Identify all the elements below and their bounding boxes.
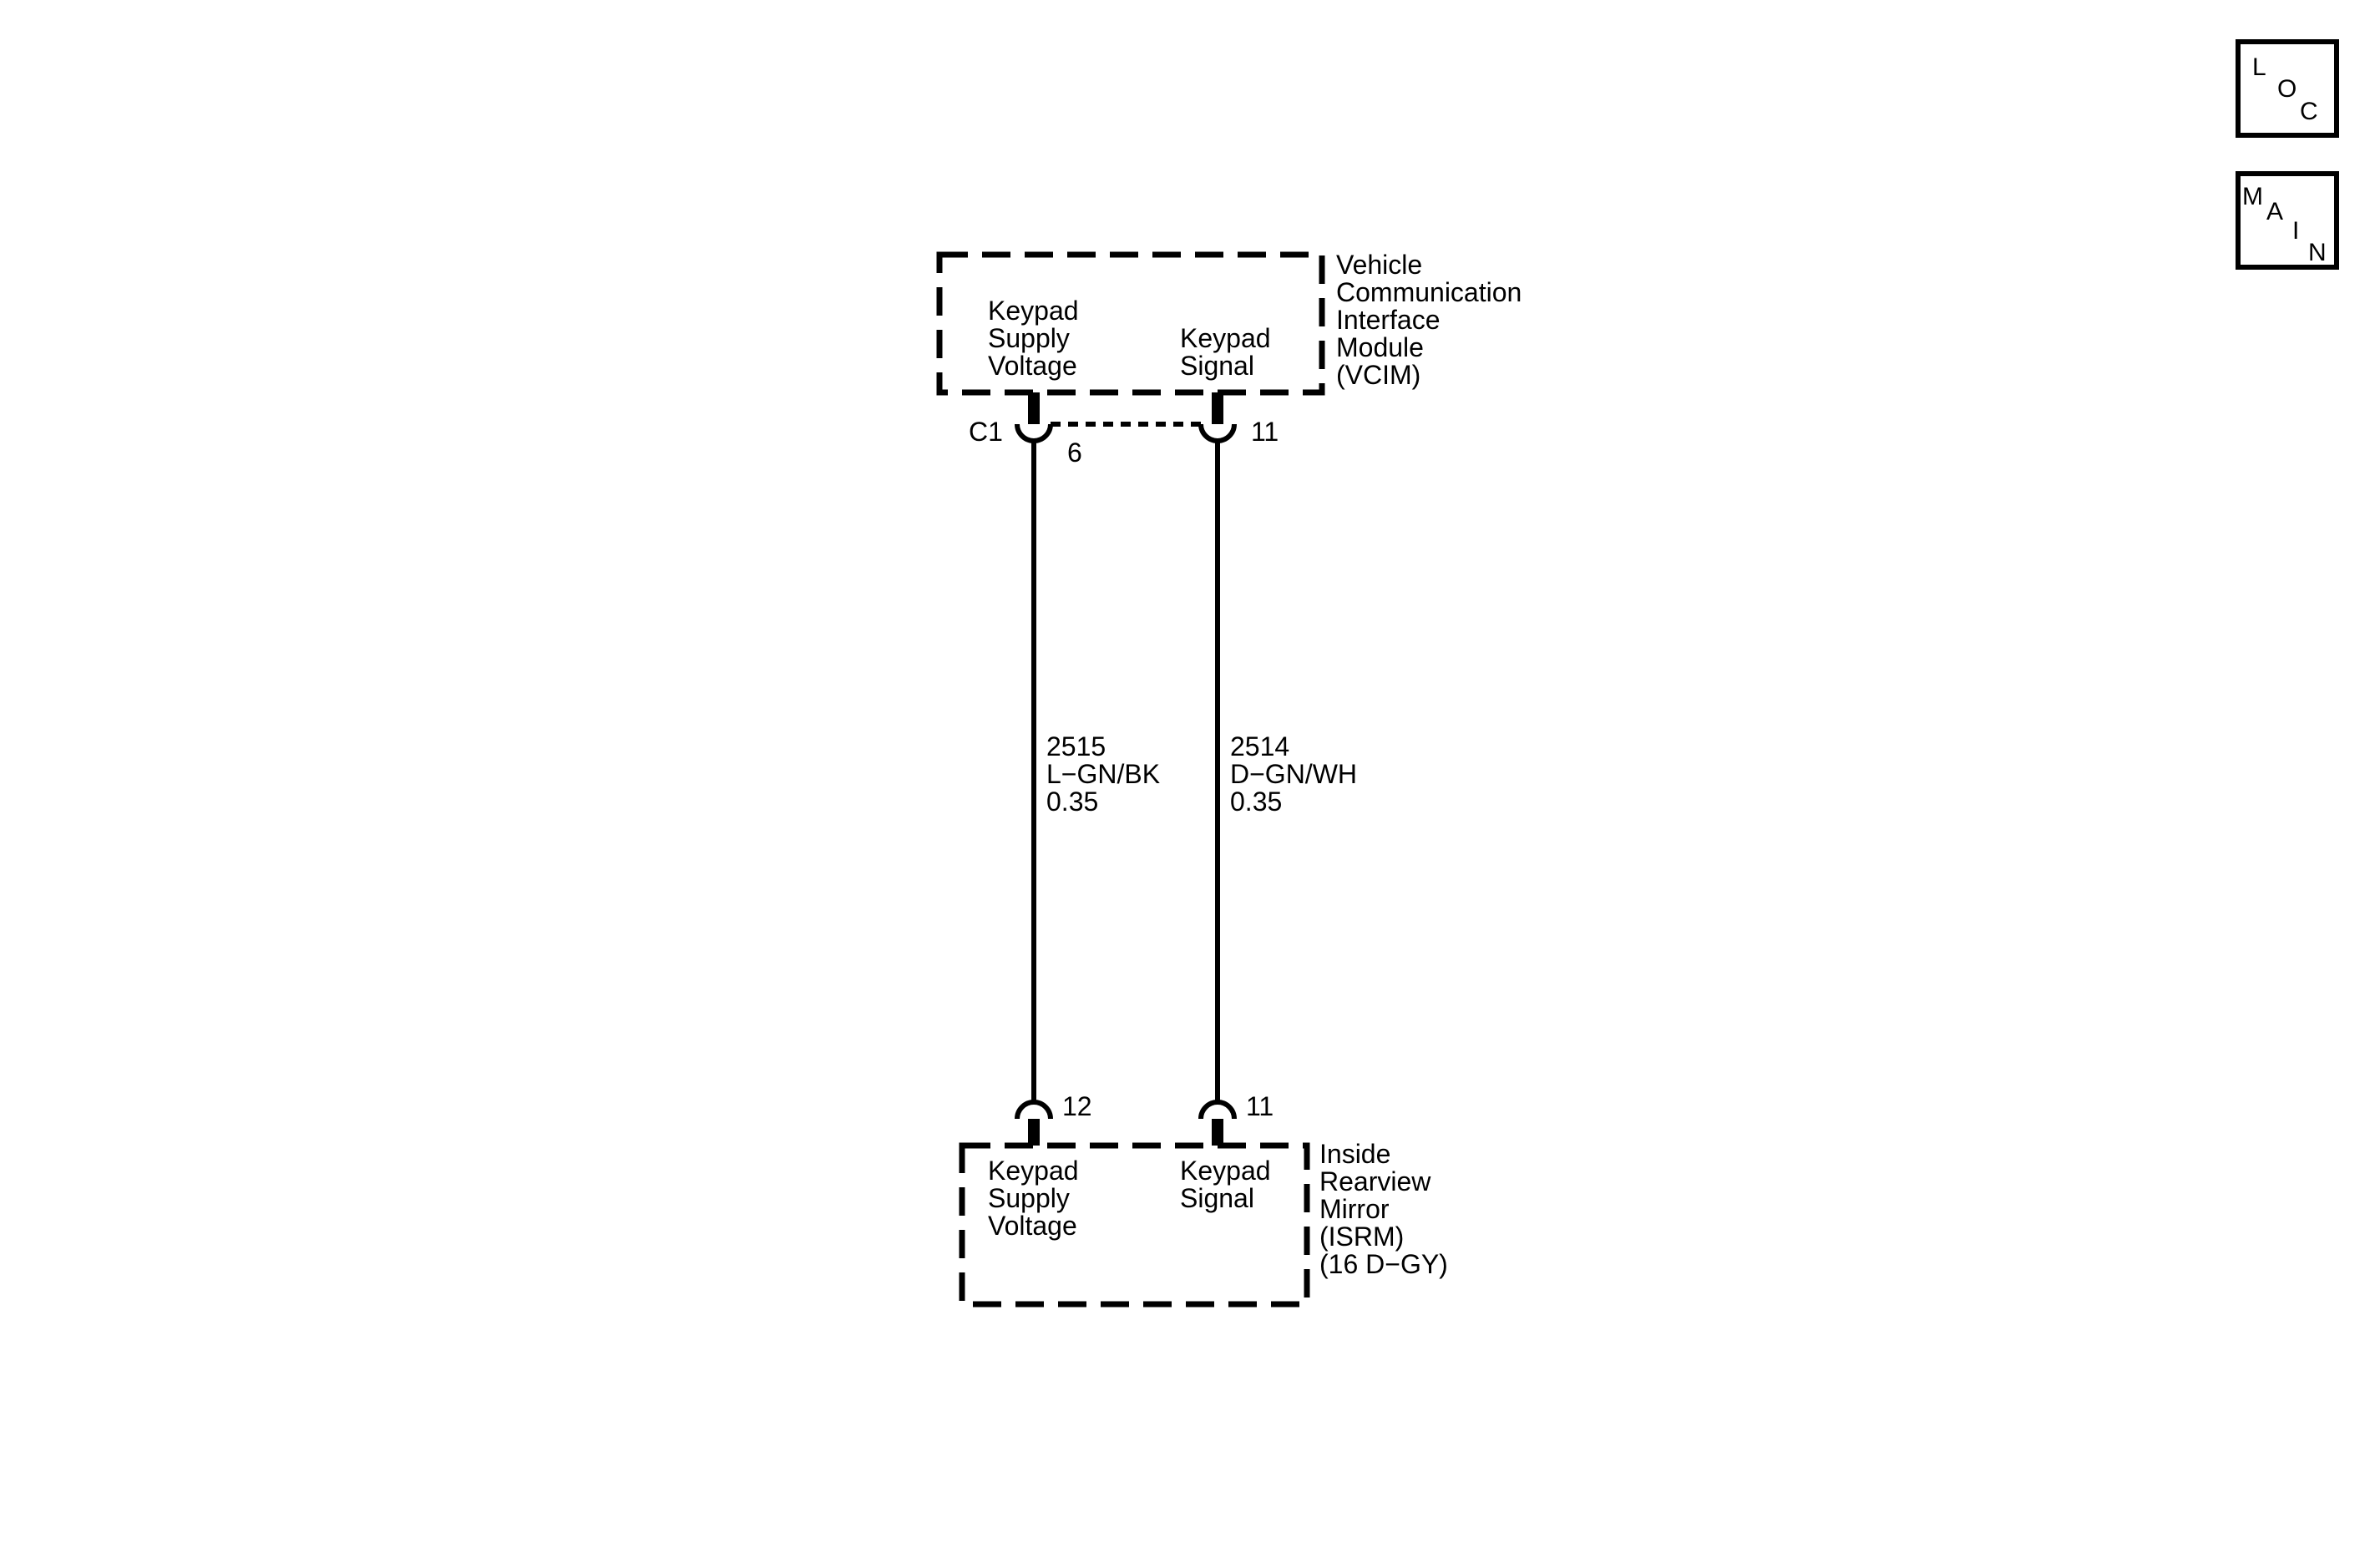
vcim-terminal-11 — [1201, 392, 1234, 441]
vcim-connector-label: C1 — [969, 417, 1003, 447]
wire-2514-label — [1230, 731, 1357, 817]
svg-text:0.35: 0.35 — [1230, 787, 1283, 817]
svg-text:Interface: Interface — [1336, 305, 1441, 335]
svg-text:(ISRM): (ISRM) — [1319, 1222, 1405, 1252]
loc-letter-c: C — [2300, 98, 2318, 125]
main-letter-m: M — [2242, 183, 2263, 210]
isrm-keypad-supply-voltage-label — [988, 1156, 1079, 1241]
wire-2515-label — [1046, 731, 1160, 817]
isrm-pin-12-label: 12 — [1062, 1091, 1092, 1121]
vcim-keypad-supply-voltage-label — [988, 296, 1079, 381]
svg-text:Voltage: Voltage — [988, 1211, 1077, 1241]
loc-nav-button[interactable] — [2238, 42, 2337, 135]
svg-text:2515: 2515 — [1046, 731, 1106, 761]
isrm-module-name — [1319, 1139, 1448, 1279]
svg-text:Keypad: Keypad — [1180, 323, 1271, 353]
vcim-terminal-6 — [1017, 392, 1051, 441]
svg-text:(16 D−GY): (16 D−GY) — [1319, 1249, 1448, 1279]
main-letter-a: A — [2266, 198, 2284, 225]
svg-text:Signal: Signal — [1180, 351, 1254, 381]
isrm-module — [962, 1139, 1448, 1304]
loc-letter-o: O — [2277, 75, 2297, 103]
svg-text:Vehicle: Vehicle — [1336, 250, 1423, 280]
vcim-module-name — [1336, 250, 1522, 390]
svg-text:Keypad: Keypad — [988, 296, 1079, 326]
svg-text:D−GN/WH: D−GN/WH — [1230, 759, 1357, 789]
isrm-pin-11-label: 11 — [1246, 1091, 1274, 1121]
svg-text:Voltage: Voltage — [988, 351, 1077, 381]
svg-text:Communication: Communication — [1336, 277, 1522, 307]
isrm-terminal-11 — [1201, 1102, 1234, 1146]
svg-text:2514: 2514 — [1230, 731, 1290, 761]
svg-text:0.35: 0.35 — [1046, 787, 1099, 817]
svg-text:L−GN/BK: L−GN/BK — [1046, 759, 1161, 789]
vcim-pin-6-label: 6 — [1067, 438, 1082, 468]
svg-text:Inside: Inside — [1319, 1139, 1391, 1169]
isrm-terminal-12 — [1017, 1102, 1051, 1146]
svg-text:Signal: Signal — [1180, 1183, 1254, 1213]
isrm-keypad-signal-label — [1180, 1156, 1271, 1213]
vcim-pin-11-label: 11 — [1251, 417, 1279, 447]
svg-text:Mirror: Mirror — [1319, 1194, 1390, 1224]
loc-letter-l: L — [2252, 53, 2266, 81]
svg-text:(VCIM): (VCIM) — [1336, 360, 1421, 390]
svg-text:Module: Module — [1336, 332, 1424, 362]
svg-text:Keypad: Keypad — [1180, 1156, 1271, 1186]
main-letter-i: I — [2292, 217, 2300, 245]
main-letter-n: N — [2308, 239, 2327, 266]
svg-text:Keypad: Keypad — [988, 1156, 1079, 1186]
vcim-keypad-signal-label — [1180, 323, 1271, 381]
svg-text:Supply: Supply — [988, 323, 1070, 353]
svg-text:Rearview: Rearview — [1319, 1166, 1431, 1196]
main-nav-button[interactable] — [2238, 174, 2337, 267]
vcim-module — [939, 250, 1522, 392]
svg-text:Supply: Supply — [988, 1183, 1070, 1213]
